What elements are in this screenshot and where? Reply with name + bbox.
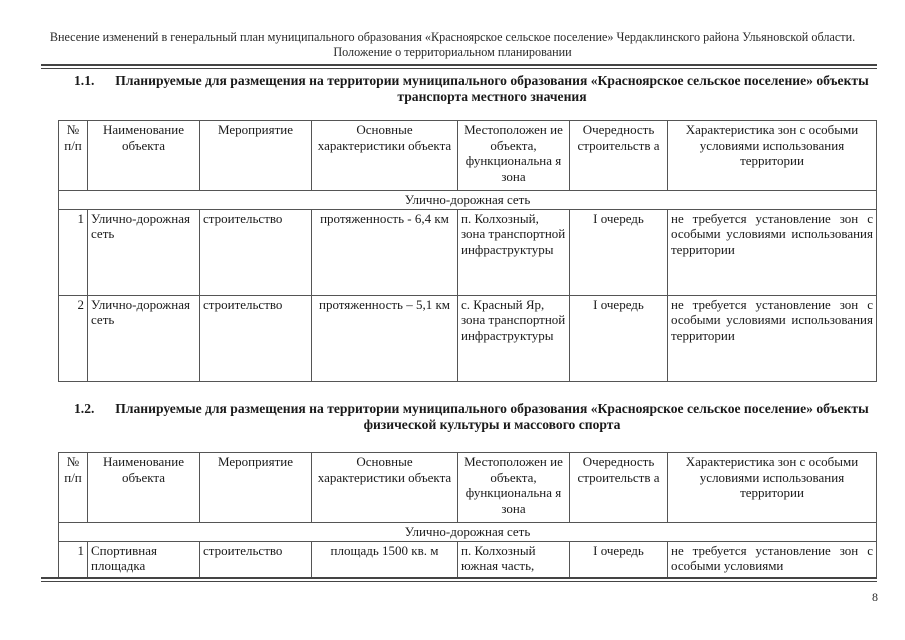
table-row [59, 295, 877, 381]
row-action: строительство [200, 541, 312, 577]
col-header-order: Очередность строительств а [570, 453, 668, 523]
row-location: п. Колхозный, зона транспортной инфраструктуры [458, 209, 570, 295]
row-location: с. Красный Яр, зона транспортной инфраструктуры [458, 295, 570, 381]
row-characteristics: протяженность – 5,1 км [312, 295, 458, 381]
col-header-num: № п/п [59, 121, 88, 191]
row-num: 1 [59, 541, 88, 577]
table-group-row [59, 191, 877, 210]
row-characteristics: площадь 1500 кв. м [312, 541, 458, 577]
col-header-characteristics: Основные характеристики объекта [312, 121, 458, 191]
row-zones: не требуется установление зон с особыми условиями использования территории [668, 209, 877, 295]
row-num: 1 [59, 209, 88, 295]
row-name: Улично-дорожная сеть [88, 209, 200, 295]
col-header-action: Мероприятие [200, 453, 312, 523]
row-name: Спортивная площадка [88, 541, 200, 577]
col-header-num: № п/п [59, 453, 88, 523]
col-header-characteristics: Основные характеристики объекта [312, 453, 458, 523]
table-header-row [59, 121, 877, 191]
section-2-number: 1.2. [74, 401, 95, 416]
col-header-location: Местоположен ие объекта, функциональна я зона [458, 453, 570, 523]
row-action: строительство [200, 295, 312, 381]
col-header-action: Мероприятие [200, 121, 312, 191]
transport-objects-table [58, 120, 877, 382]
section-1-title: Планируемые для размещения на территории муниципального образования «Красноярское сельское поселение» объекты транспорта местного значения [115, 73, 869, 104]
row-order: I очередь [570, 541, 668, 577]
page-number: 8 [872, 590, 878, 604]
section-1-number: 1.1. [74, 73, 95, 88]
col-header-zones: Характеристика зон с особыми условиями использования территории [668, 121, 877, 191]
section-2-heading [56, 401, 876, 433]
row-location: п. Колхозный южная часть, [458, 541, 570, 577]
section-1-heading [56, 73, 876, 105]
row-order: I очередь [570, 209, 668, 295]
row-zones: не требуется установление зон с особыми условиями [668, 541, 877, 577]
footer-divider [41, 577, 877, 582]
col-header-location: Местоположен ие объекта, функциональна я зона [458, 121, 570, 191]
section-2-title: Планируемые для размещения на территории муниципального образования «Красноярское сельское поселение» объекты физической культуры и массового спорта [115, 401, 869, 432]
row-zones: не требуется установление зон с особыми условиями использования территории [668, 295, 877, 381]
group-label: Улично-дорожная сеть [59, 191, 877, 210]
header-divider [41, 64, 877, 69]
row-action: строительство [200, 209, 312, 295]
sports-objects-table [58, 452, 877, 578]
group-label: Улично-дорожная сеть [59, 523, 877, 542]
col-header-order: Очередность строительств а [570, 121, 668, 191]
table-header-row [59, 453, 877, 523]
row-order: I очередь [570, 295, 668, 381]
table-row [59, 209, 877, 295]
row-characteristics: протяженность - 6,4 км [312, 209, 458, 295]
document-header: Внесение изменений в генеральный план муниципального образования «Красноярское сельское поселение» Чердаклинского района Ульяновской области. Положение о территориальном планировании [49, 30, 856, 59]
table-group-row [59, 523, 877, 542]
col-header-zones: Характеристика зон с особыми условиями использования территории [668, 453, 877, 523]
col-header-name: Наименование объекта [88, 453, 200, 523]
row-name: Улично-дорожная сеть [88, 295, 200, 381]
row-num: 2 [59, 295, 88, 381]
table-row [59, 541, 877, 577]
col-header-name: Наименование объекта [88, 121, 200, 191]
